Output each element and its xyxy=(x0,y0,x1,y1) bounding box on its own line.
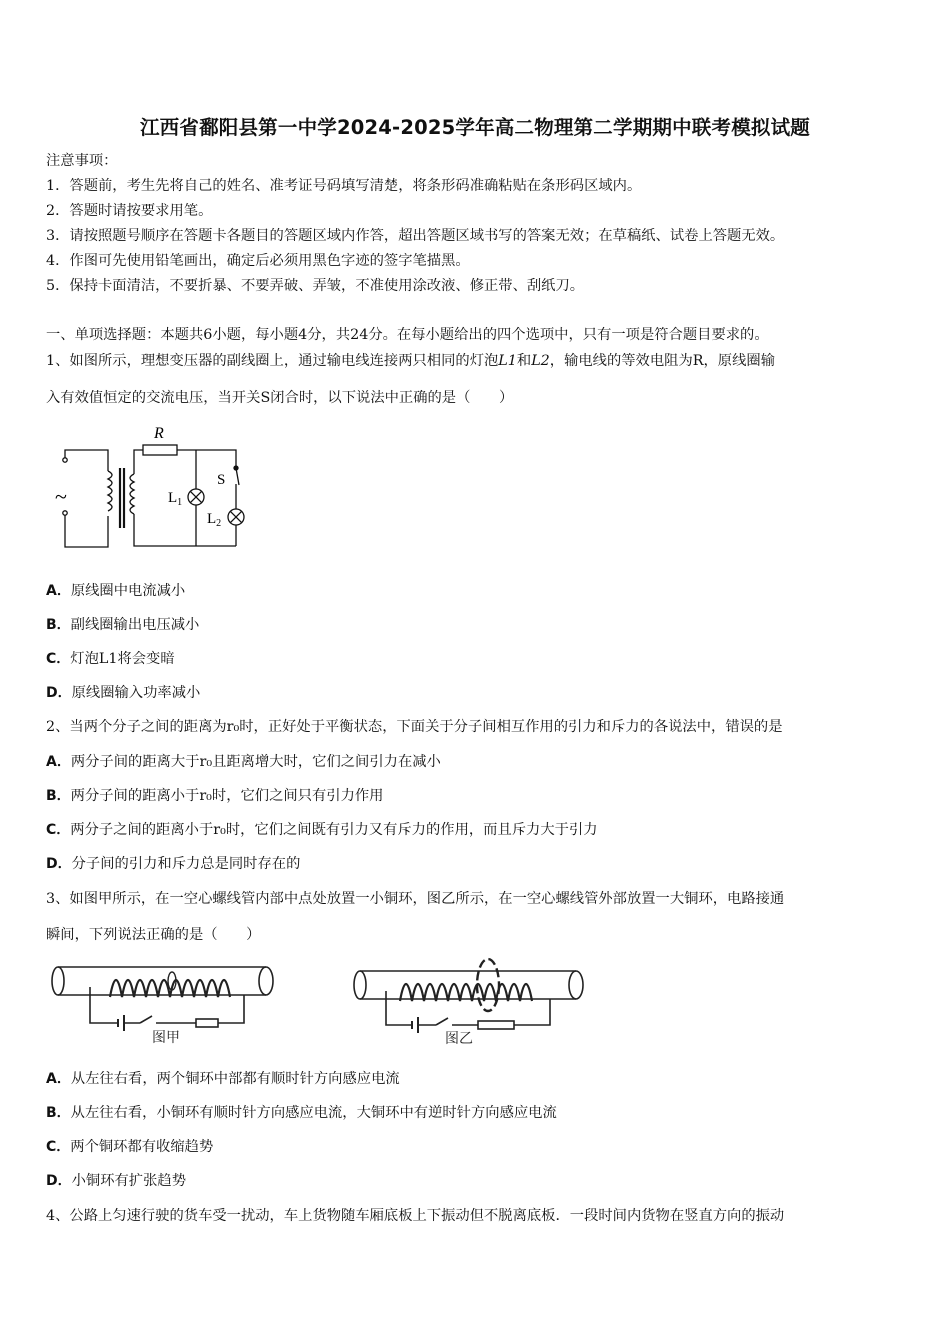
primary-wire xyxy=(65,450,108,471)
q2-stem: 2、当两个分子之间的距离为r₀时，正好处于平衡状态，下面关于分子间相互作用的引力和斥力的各说法中，错误的是 xyxy=(46,719,783,735)
q2-option-d[interactable]: D．分子间的引力和斥力总是同时存在的 xyxy=(46,856,301,872)
notice-item: 1．答题前，考生先将自己的姓名、准考证号码填写清楚，将条形码准确粘贴在条形码区域内。 xyxy=(46,178,642,194)
notice-item: 5．保持卡面清洁，不要折暴、不要弄破、弄皱，不准使用涂改液、修正带、刮纸刀。 xyxy=(46,278,585,294)
q1-option-c[interactable]: C．灯泡L1将会变暗 xyxy=(46,651,175,667)
solenoid-end xyxy=(569,971,583,999)
circuit-wire xyxy=(514,999,550,1025)
lamp-l1-cross xyxy=(190,491,201,502)
q3-option-c[interactable]: C．两个铜环都有收缩趋势 xyxy=(46,1139,214,1155)
q3-option-a[interactable]: A．从左往右看，两个铜环中部都有顺时针方向感应电流 xyxy=(46,1071,400,1087)
page-title: 江西省鄱阳县第一中学2024-2025学年高二物理第二学期期中联考模拟试题 xyxy=(139,116,811,139)
q2-option-c[interactable]: C．两分子之间的距离小于r₀时，它们之间既有引力又有斥力的作用，而且斥力大于引力 xyxy=(46,822,598,838)
solenoid-end xyxy=(259,967,273,995)
resistor-label: R xyxy=(154,425,164,442)
q3-stem-line2: 瞬间，下列说法正确的是（ ） xyxy=(46,927,261,943)
figure-yi-label: 图乙 xyxy=(445,1032,473,1047)
circuit-wire xyxy=(218,995,244,1023)
battery-icon xyxy=(412,1017,418,1033)
circuit-wire xyxy=(90,987,118,1023)
terminal-icon xyxy=(63,511,67,515)
notice-heading: 注意事项： xyxy=(46,153,118,169)
section-heading: 一、单项选择题：本题共6小题，每小题4分，共24分。在每小题给出的四个选项中，只有一项是符合题目要求的。 xyxy=(46,327,769,343)
rheostat-icon xyxy=(196,1019,218,1027)
q1-stem-line2: 入有效值恒定的交流电压，当开关S闭合时，以下说法中正确的是（ ） xyxy=(46,390,514,406)
notice-item: 3．请按照题号顺序在答题卡各题目的答题区域内作答，超出答题区域书写的答案无效；在草稿纸、试卷上答题无效。 xyxy=(46,228,785,244)
q3-option-d[interactable]: D．小铜环有扩张趋势 xyxy=(46,1173,186,1189)
q2-option-a[interactable]: A．两分子间的距离大于r₀且距离增大时，它们之间引力在减小 xyxy=(46,754,441,770)
q1-l1: L1 xyxy=(498,353,517,369)
lamp-l1-label: $L_1$ xyxy=(168,490,183,508)
q1-option-a[interactable]: A．原线圈中电流减小 xyxy=(46,583,186,599)
q3-stem-line1: 3、如图甲所示，在一空心螺线管内部中点处放置一小铜环，图乙所示，在一空心螺线管外部放置一大铜环，电路接通 xyxy=(46,891,785,907)
solenoid-end xyxy=(52,967,64,995)
q1-option-d[interactable]: D．原线圈输入功率减小 xyxy=(46,685,201,701)
notice-item: 4．作图可先使用铅笔画出，确定后必须用黑色字迹的签字笔描黑。 xyxy=(46,253,470,269)
figure-jia-label: 图甲 xyxy=(152,1031,180,1046)
switch-s-icon[interactable] xyxy=(236,468,239,485)
lamp-l2-cross xyxy=(230,511,241,522)
notice-item: 2．答题时请按要求用笔。 xyxy=(46,203,213,219)
switch-icon xyxy=(418,1018,478,1025)
primary-coil-icon xyxy=(108,471,112,511)
lamp-l2-label: $L_2$ xyxy=(207,511,222,529)
switch-label: S xyxy=(217,472,226,488)
q4-stem-line1: 4、公路上匀速行驶的货车受一扰动，车上货物随车厢底板上下振动但不脱离底板．一段时间内货物在竖直方向的振动 xyxy=(46,1208,785,1224)
circuit-wire xyxy=(386,991,412,1025)
q3-figure-jia xyxy=(48,955,283,1047)
switch-icon xyxy=(124,1016,196,1023)
q1-stem-line1 xyxy=(46,351,775,371)
terminal-icon xyxy=(63,458,67,462)
solenoid-end xyxy=(354,971,366,999)
q1-circuit-diagram xyxy=(50,418,260,556)
q1-and: 和 xyxy=(516,353,532,369)
rheostat-icon xyxy=(478,1021,514,1029)
q1-option-b[interactable]: B．副线圈输出电压减小 xyxy=(46,617,200,633)
secondary-wire xyxy=(177,450,236,466)
q3-figure-yi xyxy=(350,955,590,1047)
secondary-wire xyxy=(134,450,143,474)
secondary-coil-icon xyxy=(130,474,134,514)
q3-option-b[interactable]: B．从左往右看，小铜环有顺时针方向感应电流，大铜环中有逆时针方向感应电流 xyxy=(46,1105,557,1121)
primary-wire xyxy=(65,514,108,547)
q1-l2: L2 xyxy=(531,353,550,369)
resistor-icon xyxy=(143,445,177,455)
q1-text-b: ，输电线的等效电阻为R，原线圈输 xyxy=(549,353,775,369)
q1-text-a: 1、如图所示，理想变压器的副线圈上，通过输电线连接两只相同的灯泡 xyxy=(46,353,499,369)
battery-icon xyxy=(118,1015,124,1031)
ac-source-label: ~ xyxy=(55,484,67,509)
q2-option-b[interactable]: B．两分子间的距离小于r₀时，它们之间只有引力作用 xyxy=(46,788,384,804)
